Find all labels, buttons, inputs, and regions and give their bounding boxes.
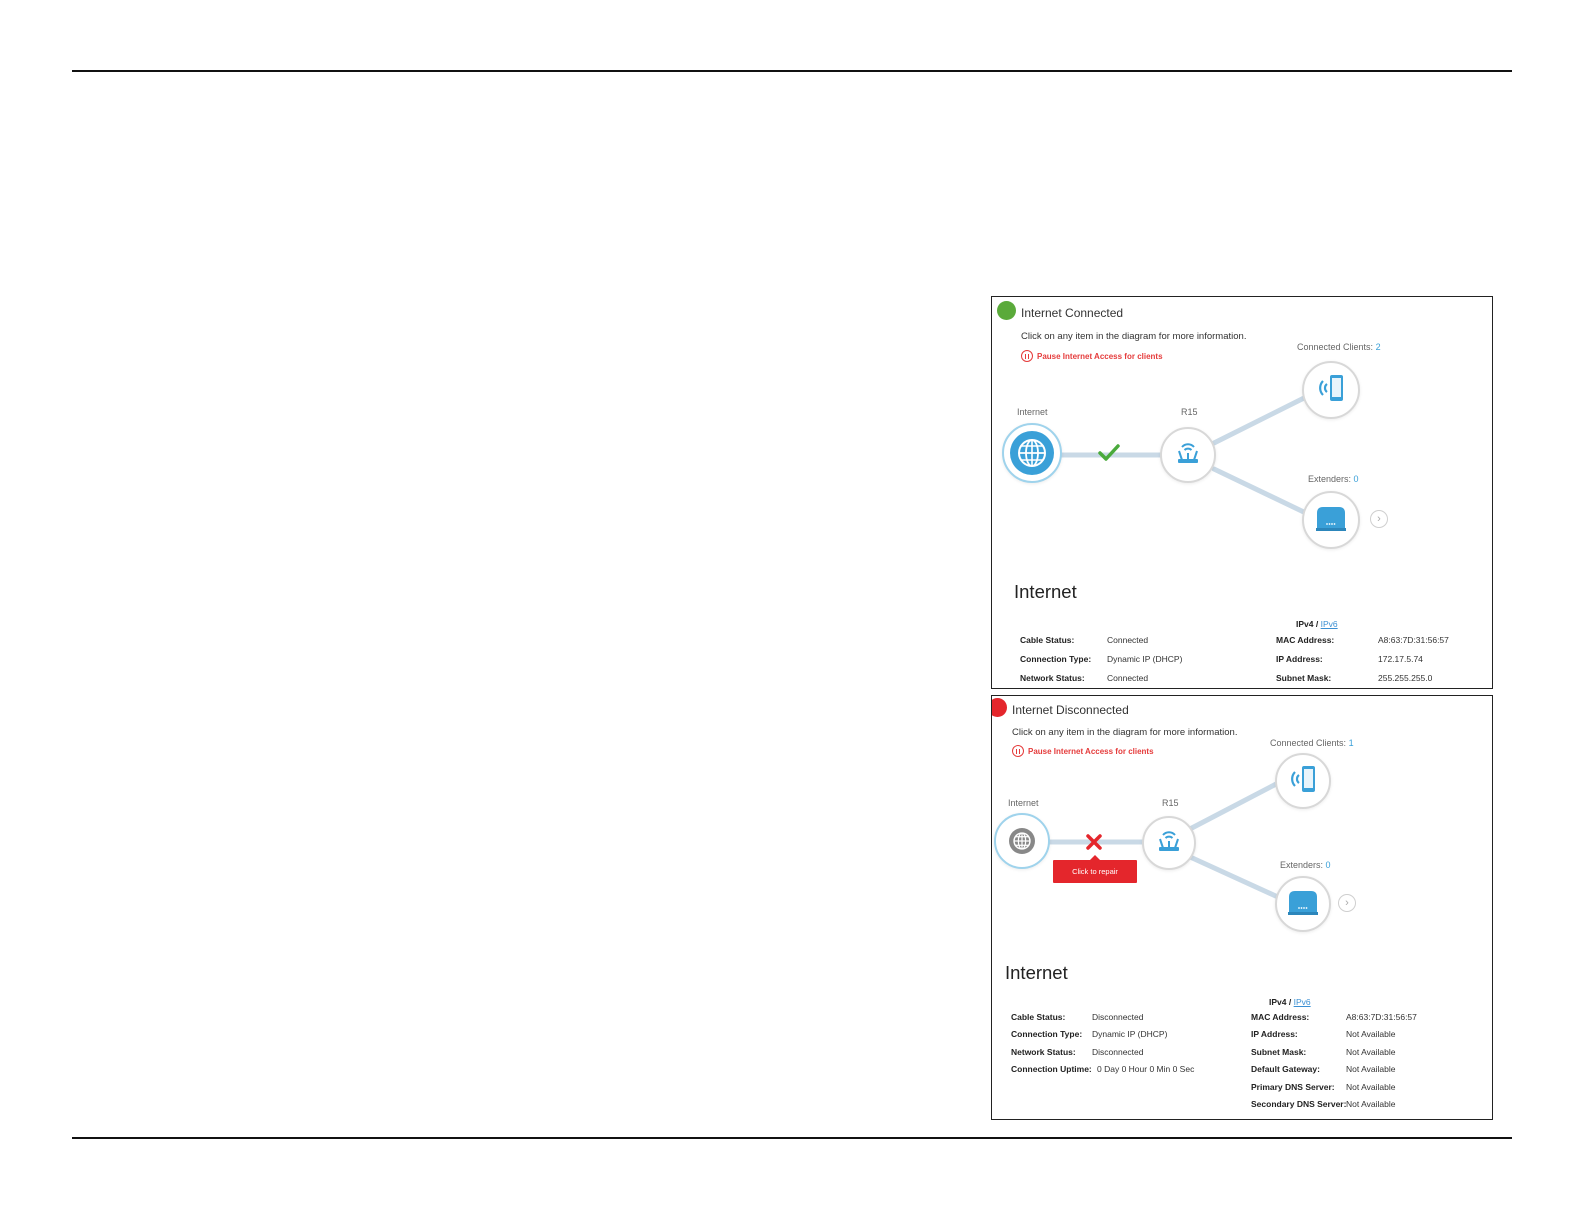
extenders-count: 0 [1325,860,1331,870]
info-label: Connection Type: [1020,654,1092,664]
info-value: A8:63:7D:31:56:57 [1378,635,1449,645]
info-label: MAC Address: [1276,635,1335,645]
ip-version-tabs [1296,619,1338,629]
info-value: 0 Day 0 Hour 0 Min 0 Sec [1097,1064,1195,1074]
chevron-right-icon: › [1377,513,1381,525]
pause-circle-icon [1021,350,1033,362]
extenders-next-button[interactable] [1338,894,1356,912]
extender-icon [1285,887,1321,922]
page-top-rule [72,70,1512,72]
mobile-wireless-icon [1286,762,1320,801]
tab-separator: / [1315,619,1319,629]
connected-clients-node[interactable] [1302,361,1360,419]
extenders-text: Extenders: [1308,474,1352,484]
info-label: Subnet Mask: [1251,1047,1307,1057]
info-value: Disconnected [1092,1012,1144,1022]
pause-internet-access-link[interactable] [1021,350,1163,362]
globe-icon [1009,828,1035,854]
tab-ipv4[interactable]: IPv4 [1269,997,1287,1007]
info-value: Connected [1107,635,1149,645]
internet-node-label: Internet [1017,407,1048,417]
tab-ipv6[interactable]: IPv6 [1293,997,1311,1007]
diagram-hint-text: Click on any item in the diagram for more information. [1021,331,1247,342]
info-label: IP Address: [1276,654,1323,664]
extenders-next-button[interactable] [1370,510,1388,528]
pause-internet-access-label: Pause Internet Access for clients [1037,351,1163,361]
info-value: Disconnected [1092,1047,1144,1057]
globe-icon [1010,431,1054,475]
internet-node[interactable] [1002,423,1062,483]
router-icon [1173,438,1203,473]
status-indicator-dot [997,301,1016,320]
extenders-node[interactable] [1275,876,1331,932]
chevron-right-icon: › [1345,897,1349,909]
router-node-label: R15 [1162,798,1179,808]
info-value: Not Available [1346,1064,1396,1074]
info-value: Connected [1107,673,1149,683]
internet-section-title: Internet [1005,962,1068,983]
info-label: IP Address: [1251,1029,1298,1039]
info-value: Not Available [1346,1047,1396,1057]
internet-status-text: Internet Connected [1021,306,1124,320]
tab-ipv6[interactable]: IPv6 [1320,619,1338,629]
info-label: Cable Status: [1020,635,1075,645]
internet-node[interactable] [994,813,1050,869]
connected-clients-count: 1 [1348,738,1354,748]
mobile-wireless-icon [1314,371,1348,410]
internet-connected-panel [991,296,1493,689]
info-label: MAC Address: [1251,1012,1310,1022]
connected-clients-label [1297,342,1381,352]
info-value: 255.255.255.0 [1378,673,1433,683]
checkmark-icon [1098,443,1120,468]
connected-clients-text: Connected Clients: [1297,342,1374,352]
info-value: Not Available [1346,1082,1396,1092]
info-value: Dynamic IP (DHCP) [1092,1029,1168,1039]
info-value: Dynamic IP (DHCP) [1107,654,1183,664]
info-label: Secondary DNS Server: [1251,1099,1347,1109]
info-value: 172.17.5.74 [1378,654,1423,664]
internet-status-text: Internet Disconnected [1012,703,1129,717]
extenders-label [1308,474,1359,484]
info-label: Network Status: [1020,673,1085,683]
router-icon [1154,826,1184,861]
info-value: A8:63:7D:31:56:57 [1346,1012,1417,1022]
router-node-label: R15 [1181,407,1198,417]
info-label: Connection Uptime: [1011,1064,1092,1074]
pause-circle-icon [1012,745,1024,757]
extenders-count: 0 [1353,474,1359,484]
page-bottom-rule [72,1137,1512,1139]
internet-node-label: Internet [1008,798,1039,808]
extenders-label [1280,860,1331,870]
info-label: Subnet Mask: [1276,673,1332,683]
connected-clients-node[interactable] [1275,753,1331,809]
router-node[interactable] [1142,816,1196,870]
x-mark-icon [1085,833,1103,856]
connected-clients-label [1270,738,1354,748]
extender-icon [1313,503,1349,538]
router-node[interactable] [1160,427,1216,483]
info-value: Not Available [1346,1029,1396,1039]
connected-clients-text: Connected Clients: [1270,738,1347,748]
tab-separator: / [1288,997,1292,1007]
internet-disconnected-panel [991,695,1493,1120]
info-label: Primary DNS Server: [1251,1082,1335,1092]
click-to-repair-button[interactable]: Click to repair [1053,860,1137,883]
info-label: Cable Status: [1011,1012,1066,1022]
extenders-text: Extenders: [1280,860,1324,870]
connected-clients-count: 2 [1375,342,1381,352]
tab-ipv4[interactable]: IPv4 [1296,619,1314,629]
ip-version-tabs [1269,997,1311,1007]
internet-section-title: Internet [1014,581,1077,602]
pause-internet-access-label: Pause Internet Access for clients [1028,746,1154,756]
diagram-hint-text: Click on any item in the diagram for more information. [1012,727,1238,738]
pause-internet-access-link[interactable] [1012,745,1154,757]
extenders-node[interactable] [1302,491,1360,549]
info-label: Connection Type: [1011,1029,1083,1039]
info-label: Default Gateway: [1251,1064,1320,1074]
info-label: Network Status: [1011,1047,1076,1057]
info-value: Not Available [1346,1099,1396,1109]
